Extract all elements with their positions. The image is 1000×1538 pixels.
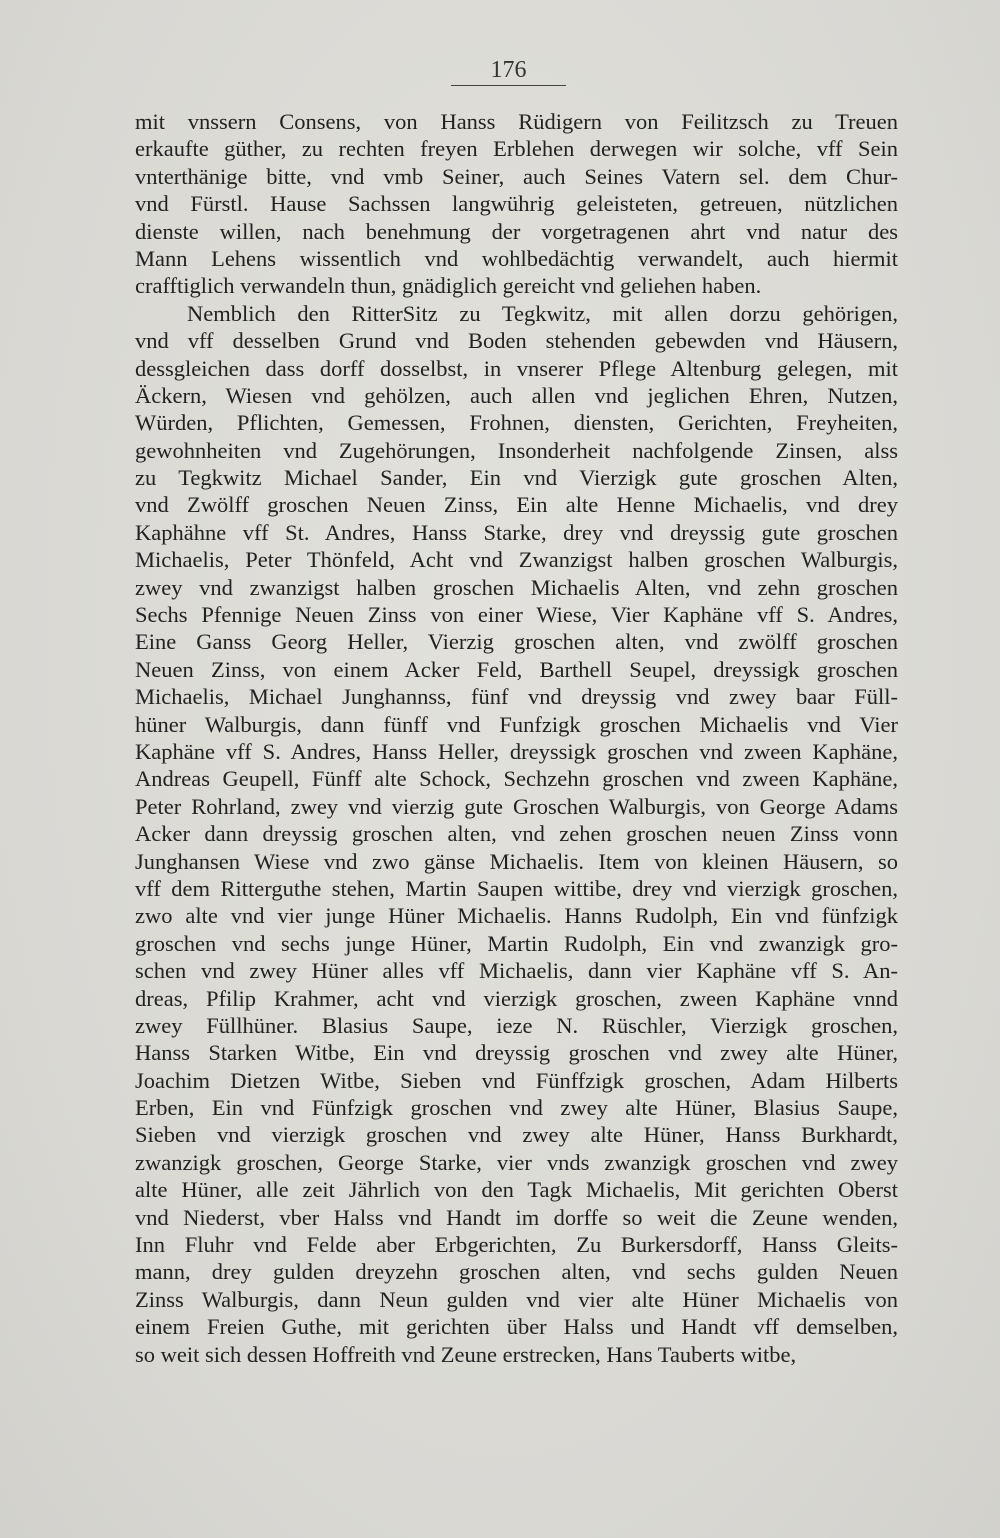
text-line: so weit sich dessen Hoffreith vnd Zeune erstrecken, Hans Tauberts witbe, xyxy=(135,1341,797,1367)
text-line: Junghansen Wiese vnd zwo gänse Michaelis. Item von kleinen Häusern, so xyxy=(135,848,898,874)
text-line: mit vnssern Consens, von Hanss Rüdigern von Feilitzsch zu Treuen xyxy=(135,109,898,134)
text-line: zwanzigk groschen, George Starke, vier vnds zwanzigk groschen vnd zwey xyxy=(135,1149,898,1175)
body-text xyxy=(135,108,898,1368)
page-number: 176 xyxy=(490,57,527,83)
text-line: groschen vnd sechs junge Hüner, Martin Rudolph, Ein vnd zwanzigk gro- xyxy=(135,930,898,956)
text-line: crafftiglich verwandeln thun, gnädiglich gereicht vnd geliehen haben. xyxy=(135,273,762,299)
page-number-rule xyxy=(451,85,566,86)
text-line: vnd Zwölff groschen Neuen Zinss, Ein alte Henne Michaelis, vnd drey xyxy=(135,492,898,518)
text-line: Sechs Pfennige Neuen Zinss von einer Wiese, Vier Kaphäne vff S. Andres, xyxy=(135,602,898,628)
text-line: Mann Lehens wissentlich vnd wohlbedächtig verwandelt, auch hiermit xyxy=(135,245,898,271)
text-line: Äckern, Wiesen vnd gehölzen, auch allen vnd jeglichen Ehren, Nutzen, xyxy=(135,382,898,408)
text-line: Kaphähne vff St. Andres, Hanss Starke, drey vnd dreyssig gute groschen xyxy=(135,519,898,545)
text-line: Michaelis, Michael Junghannss, fünf vnd dreyssig vnd zwey baar Füll- xyxy=(135,684,898,710)
text-line: erkaufte güther, zu rechten freyen Erblehen derwegen wir solche, vff Sein xyxy=(135,136,898,162)
text-line: Sieben vnd vierzigk groschen vnd zwey alte Hüner, Hanss Burkhardt, xyxy=(135,1122,898,1148)
text-line: Erben, Ein vnd Fünfzigk groschen vnd zwey alte Hüner, Blasius Saupe, xyxy=(135,1095,898,1121)
text-line: vnd Niederst, vber Halss vnd Handt im dorffe so weit die Zeune wenden, xyxy=(135,1204,898,1230)
text-line: Kaphäne vff S. Andres, Hanss Heller, dreyssigk groschen vnd zween Kaphäne, xyxy=(135,738,898,764)
text-line: Andreas Geupell, Fünff alte Schock, Sechzehn groschen vnd zween Kaphäne, xyxy=(135,766,898,792)
text-line: vnterthänige bitte, vnd vmb Seiner, auch Seines Vatern sel. dem Chur- xyxy=(135,163,898,189)
text-line: dreas, Pfilip Krahmer, acht vnd vierzigk groschen, zween Kaphäne vnnd xyxy=(135,985,898,1011)
text-line: Inn Fluhr vnd Felde aber Erbgerichten, Zu Burkersdorff, Hanss Gleits- xyxy=(135,1232,898,1258)
text-line: mann, drey gulden dreyzehn groschen alten, vnd sechs gulden Neuen xyxy=(135,1259,898,1285)
text-line: zwey Füllhüner. Blasius Saupe, ieze N. Rüschler, Vierzigk groschen, xyxy=(135,1012,898,1038)
text-line: dienste willen, nach benehmung der vorgetragenen ahrt vnd natur des xyxy=(135,218,898,244)
text-line: vff dem Ritterguthe stehen, Martin Saupen wittibe, drey vnd vierzigk groschen, xyxy=(135,875,898,901)
text-line: zwo alte vnd vier junge Hüner Michaelis. Hanns Rudolph, Ein vnd fünfzigk xyxy=(135,903,898,929)
text-line: Joachim Dietzen Witbe, Sieben vnd Fünffzigk groschen, Adam Hilberts xyxy=(135,1067,898,1093)
text-line: zu Tegkwitz Michael Sander, Ein vnd Vierzigk gute groschen Alten, xyxy=(135,465,898,491)
text-line: Zinss Walburgis, dann Neun gulden vnd vier alte Hüner Michaelis von xyxy=(135,1286,898,1312)
text-line: Nemblich den RitterSitz zu Tegkwitz, mit allen dorzu gehörigen, xyxy=(187,300,898,326)
text-line: alte Hüner, alle zeit Jährlich von den Tagk Michaelis, Mit gerichten Oberst xyxy=(135,1177,898,1203)
text-line: Neuen Zinss, von einem Acker Feld, Barthell Seupel, dreyssigk groschen xyxy=(135,656,898,682)
text-line: Würden, Pflichten, Gemessen, Frohnen, diensten, Gerichten, Freyheiten, xyxy=(135,410,898,436)
text-line: schen vnd zwey Hüner alles vff Michaelis, dann vier Kaphäne vff S. An- xyxy=(135,958,898,984)
text-line: vnd vff desselben Grund vnd Boden stehenden gebewden vnd Häusern, xyxy=(135,328,898,354)
text-line: einem Freien Guthe, mit gerichten über Halss und Handt vff demselben, xyxy=(135,1314,898,1340)
text-line: Peter Rohrland, zwey vnd vierzig gute Groschen Walburgis, von George Adams xyxy=(135,793,898,819)
text-line: dessgleichen dass dorff dosselbst, in vnserer Pflege Altenburg gelegen, mit xyxy=(135,355,898,381)
text-line: Michaelis, Peter Thönfeld, Acht vnd Zwanzigst halben groschen Walburgis, xyxy=(135,547,898,573)
text-line: Hanss Starken Witbe, Ein vnd dreyssig groschen vnd zwey alte Hüner, xyxy=(135,1040,898,1066)
text-line: Eine Ganss Georg Heller, Vierzig groschen alten, vnd zwölff groschen xyxy=(135,629,898,655)
text-line: gewohnheiten vnd Zugehörungen, Insonderheit nachfolgende Zinsen, alss xyxy=(135,437,898,463)
text-line: hüner Walburgis, dann fünff vnd Funfzigk groschen Michaelis vnd Vier xyxy=(135,711,898,737)
text-line: vnd Fürstl. Hause Sachssen langwührig geleisteten, getreuen, nützlichen xyxy=(135,191,898,217)
text-line: zwey vnd zwanzigst halben groschen Michaelis Alten, vnd zehn groschen xyxy=(135,574,898,600)
text-line: Acker dann dreyssig groschen alten, vnd zehen groschen neuen Zinss vonn xyxy=(135,821,898,847)
